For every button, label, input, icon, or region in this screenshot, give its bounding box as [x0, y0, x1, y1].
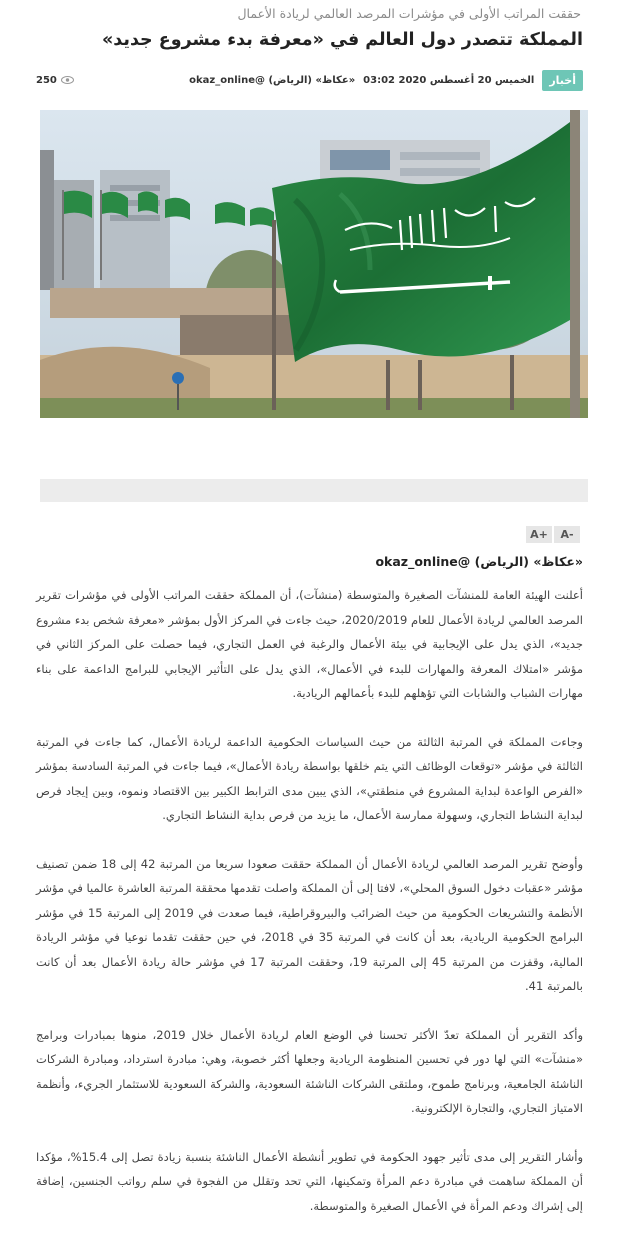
saudi-flag-photo: [40, 110, 588, 418]
article-meta: [36, 68, 583, 92]
source-credit: «عكاظ» (الرياض) @okaz_online: [189, 74, 356, 86]
article-body: [36, 583, 583, 1242]
caption-strip: [40, 479, 588, 502]
article-paragraph: وأوضح تقرير المرصد العالمي لريادة الأعمال أن المملكة حققت صعودا سريعا من المرتبة 42 إلى 18 ضمن تصنيف مؤشر «عقبات دخول السوق المحلي»، لافتا إلى أن المملكة واصلت تقدمها محققة المرتبة العاشرة عالميا في مؤشر الأنظمة والتشريعات الحكومية من حيث الضرائب والبيروقراطية، فيما صعدت في 2019 إلى المرتبة 15 في مؤشر البرامج الحكومية الريادية، بعد أن كانت في المرتبة 35 في 2018، في حين حققت تقدما نوعيا في مؤشر الريادة المالية، وقفزت من المرتبة 45 إلى المرتبة 19، وحققت المرتبة 17 في مؤشر حالة ريادة الأعمال بعد أن كانت بالمرتبة 41.: [36, 856, 584, 993]
font-increase-button[interactable]: A+: [526, 526, 552, 543]
article-paragraph: وأشار التقرير إلى مدى تأثير جهود الحكومة في تطوير أنشطة الأعمال الناشئة بنسبة زيادة تصل إلى 15.4%، مؤكدا أن المملكة ساهمت في مبادرة دعم المرأة وتمكينها، التي تحد وتقلل من الفجوة في سلم رواتب الجنسين، إضافة إلى إشراك ودعم المرأة في الأعمال الصغيرة والمتوسطة.: [36, 1149, 583, 1213]
font-size-controls: [526, 526, 580, 543]
view-count: [36, 75, 74, 86]
category-badge[interactable]: أخبار: [542, 70, 583, 91]
hero-image[interactable]: [40, 110, 588, 418]
article-paragraph: أعلنت الهيئة العامة للمنشآت الصغيرة والمتوسطة (منشآت)، أن المملكة حققت المراتب الأولى في مؤشرات تقرير المرصد العالمي لريادة الأعمال للعام 2020/2019، حيث جاءت في المركز الأول بمؤشر «معرفة شخص بدء مشروع جديد»، الذي يدل على الإيجابية في بيئة الأعمال والرغبة في العمل التجاري، فيما حصلت على المركز الثاني في مؤشر «امتلاك المعرفة والمهارات للبدء في الأعمال»، الذي يدل على التأثير الإيجابي للبرامج الداعمة على بناء مهارات الشباب والشابات التي تؤهلهم للبدء بأعمالهم الريادية.: [36, 588, 583, 700]
article-paragraph: وأكد التقرير أن المملكة تعدّ الأكثر تحسنا في الوضع العام لريادة الأعمال خلال 2019، منوها بمبادرات وبرامج «منشآت» التي لها دور في تحسين المنظومة الريادية وجعلها أكثر خصوبة، وهي: مبادرة استرداد، ومبادرة الشركات الناشئة الجامعية، وبرنامج طموح، وملتقى الشركات الناشئة السعودية، والشركة السعودية للاستثمار الجريء، وأنظمة الامتياز التجاري، والتجارة الإلكترونية.: [36, 1027, 583, 1115]
font-decrease-button[interactable]: A-: [554, 526, 580, 543]
article-byline: «عكاظ» (الرياض) @okaz_online: [375, 554, 583, 569]
article-headline: المملكة تتصدر دول العالم في «معرفة بدء مشروع جديد»: [101, 30, 583, 50]
eye-icon: [61, 76, 74, 84]
view-count-value: 250: [36, 74, 57, 86]
publish-date: الخميس 20 أغسطس 2020 03:02: [363, 74, 535, 86]
article-kicker: حققت المراتب الأولى في مؤشرات المرصد العالمي لريادة الأعمال: [237, 6, 581, 21]
article-paragraph: وجاءت المملكة في المرتبة الثالثة من حيث السياسات الحكومية الداعمة لريادة الأعمال، كما جاءت في المرتبة الثالثة في مؤشر «توقعات الوظائف التي يتم خلقها بواسطة ريادة الأعمال»، فيما جاءت في المرتبة السادسة بمؤشر «الفرص الواعدة لبداية المشروع في منطقتي»، الذي يبين مدى الترابط الكبير بين الاقتصاد ونموه، وبين إيجاد فرص لبداية النشاط التجاري، وسهولة ممارسة الأعمال، ما يزيد من فرص بداية النشاط التجاري.: [36, 734, 583, 822]
